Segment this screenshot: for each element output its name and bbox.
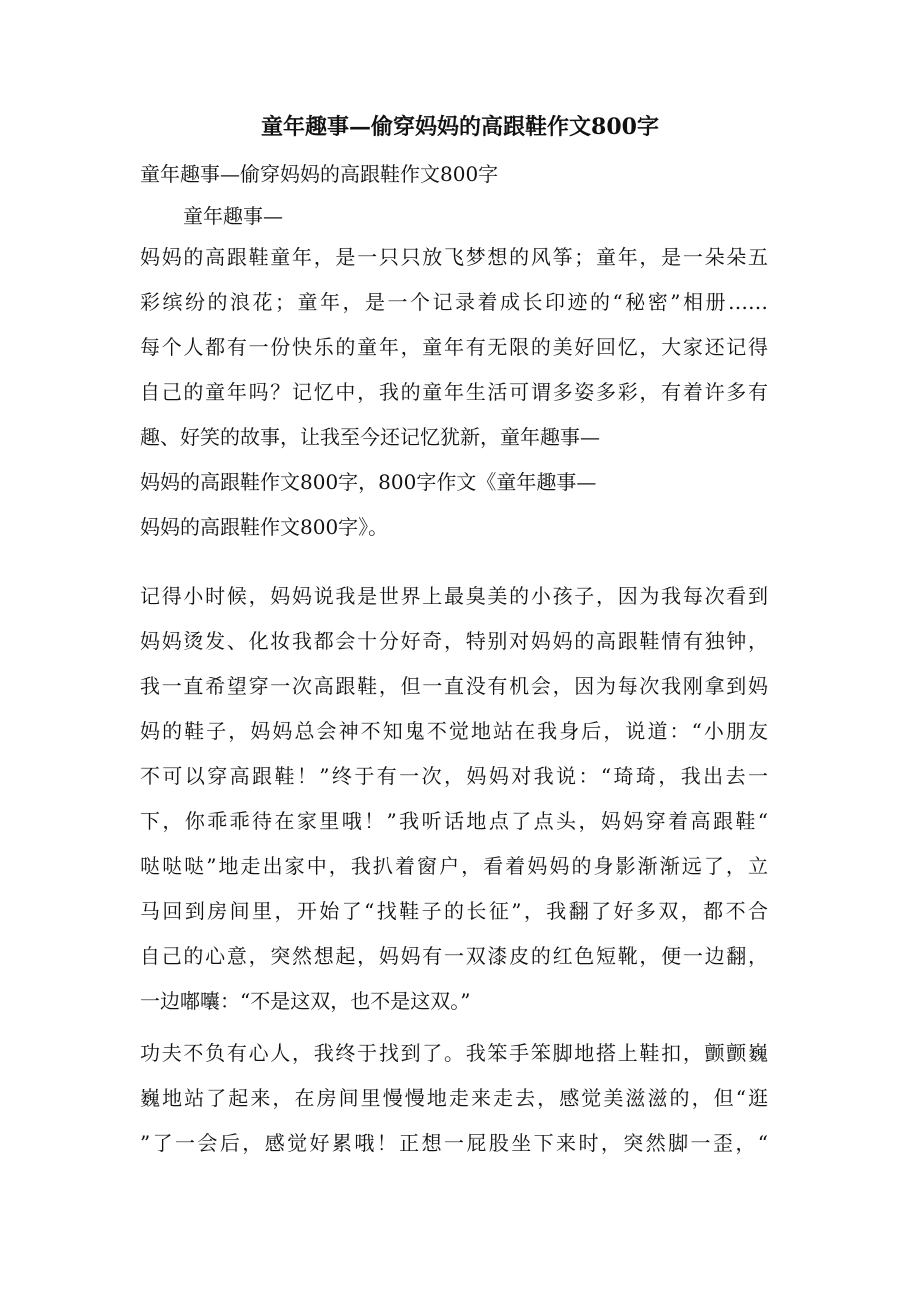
- text-line: 妈的鞋子，妈妈总会神不知鬼不觉地站在我身后，说道：“小朋友: [140, 719, 768, 743]
- text-line: 每个人都有一份快乐的童年，童年有无限的美好回忆，大家还记得: [140, 335, 768, 359]
- text-line: 马回到房间里，开始了“找鞋子的长征”，我翻了好多双，都不合: [140, 899, 768, 923]
- text-line: 下，你乖乖待在家里哦！”我听话地点了点头，妈妈穿着高跟鞋“: [140, 809, 768, 833]
- text-line: 不可以穿高跟鞋！”终于有一次，妈妈对我说：“琦琦，我出去一: [140, 764, 768, 788]
- text-line: 妈妈的高跟鞋作文800字，800字作文《童年趣事—: [140, 470, 597, 494]
- text-line: 自己的心意，突然想起，妈妈有一双漆皮的红色短靴，便一边翻，: [140, 944, 768, 968]
- text-line: 自己的童年吗？记忆中，我的童年生活可谓多姿多彩，有着许多有: [140, 380, 768, 404]
- paragraph-found-shoes: [140, 1031, 780, 1166]
- text-line: 趣、好笑的故事，让我至今还记忆犹新，童年趣事—: [140, 425, 600, 449]
- text-line: 我一直希望穿一次高跟鞋，但一直没有机会，因为每次我刚拿到妈: [140, 674, 768, 698]
- section-heading: 童年趣事—: [183, 204, 283, 228]
- paragraph-childhood: [140, 574, 780, 1024]
- text-line: ”了一会后，感觉好累哦！正想一屁股坐下来时，突然脚一歪，“: [140, 1131, 768, 1155]
- text-line: 巍地站了起来，在房间里慢慢地走来走去，感觉美滋滋的，但“逛: [140, 1086, 768, 1110]
- text-line: 哒哒哒”地走出家中，我扒着窗户，看着妈妈的身影渐渐远了，立: [140, 854, 768, 878]
- document-title: 童年趣事—偷穿妈妈的高跟鞋作文800字: [261, 114, 659, 140]
- paragraph-intro: [140, 235, 780, 550]
- text-line: 记得小时候，妈妈说我是世界上最臭美的小孩子，因为我每次看到: [140, 584, 768, 608]
- text-line: 一边嘟囔：“不是这双，也不是这双。”: [140, 989, 471, 1013]
- text-line: 彩缤纷的浪花；童年，是一个记录着成长印迹的“秘密”相册……: [140, 290, 768, 314]
- document-subtitle: 童年趣事—偷穿妈妈的高跟鞋作文800字: [140, 162, 499, 186]
- text-line: 妈妈烫发、化妆我都会十分好奇，特别对妈妈的高跟鞋情有独钟，: [140, 629, 768, 653]
- text-line: 妈妈的高跟鞋作文800字》。: [140, 515, 389, 539]
- text-line: 妈妈的高跟鞋童年，是一只只放飞梦想的风筝；童年，是一朵朵五: [140, 245, 768, 269]
- text-line: 功夫不负有心人，我终于找到了。我笨手笨脚地搭上鞋扣，颤颤巍: [140, 1041, 768, 1065]
